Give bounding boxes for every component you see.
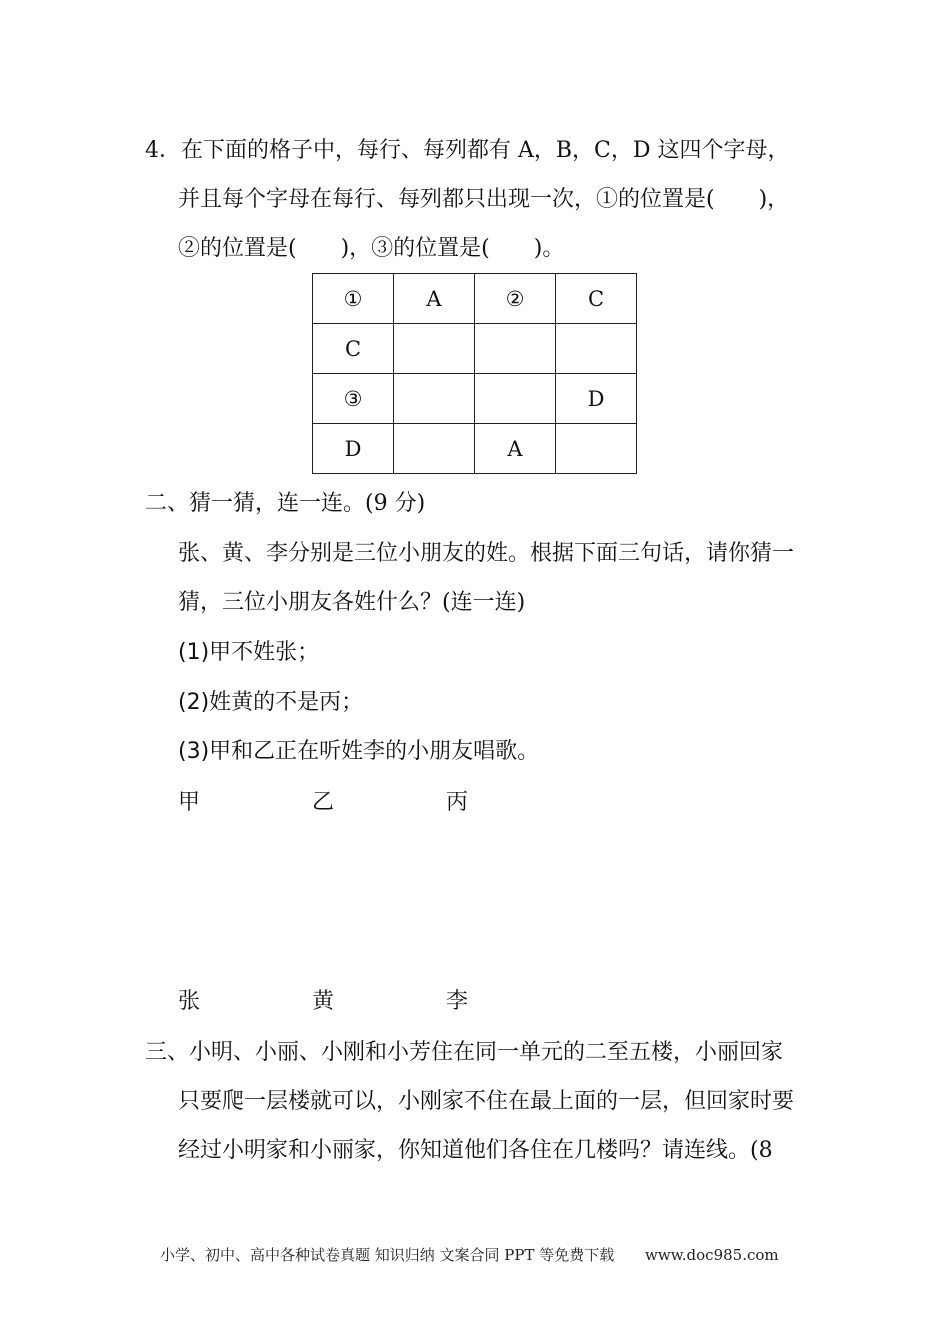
section-3-line-3: 经过小明家和小丽家，你知道他们各住在几楼吗？请连线。(8 bbox=[178, 1138, 773, 1163]
person-jia: 甲 bbox=[178, 790, 201, 815]
surname-li: 李 bbox=[446, 989, 469, 1014]
person-yi: 乙 bbox=[312, 790, 335, 815]
grid-cell: C bbox=[313, 324, 394, 374]
grid-cell: ③ bbox=[313, 374, 394, 424]
grid-row bbox=[313, 424, 637, 474]
q4-line-2: 并且每个字母在每行、每列都只出现一次，①的位置是( )， bbox=[178, 187, 790, 212]
grid-cell bbox=[556, 424, 637, 474]
grid-cell: ② bbox=[475, 274, 556, 324]
grid-cell: C bbox=[556, 274, 637, 324]
section-2-intro-2: 猜，三位小朋友各姓什么？(连一连) bbox=[178, 590, 526, 615]
page-footer bbox=[160, 1244, 779, 1266]
footer-url[interactable]: www.doc985.com bbox=[645, 1246, 779, 1264]
grid-cell: ① bbox=[313, 274, 394, 324]
grid-cell bbox=[394, 324, 475, 374]
letter-grid bbox=[312, 273, 637, 474]
grid-cell bbox=[394, 424, 475, 474]
grid-cell: D bbox=[313, 424, 394, 474]
clue-1: (1)甲不姓张； bbox=[178, 640, 320, 665]
grid-row bbox=[313, 274, 637, 324]
grid-cell: D bbox=[556, 374, 637, 424]
grid-cell bbox=[556, 324, 637, 374]
section-3-line-2: 只要爬一层楼就可以，小刚家不住在最上面的一层，但回家时要 bbox=[178, 1089, 795, 1114]
grid-cell: A bbox=[475, 424, 556, 474]
section-2-heading: 二、猜一猜，连一连。(9 分) bbox=[145, 491, 426, 516]
section-3-line-1: 三、小明、小丽、小刚和小芳住在同一单元的二至五楼，小丽回家 bbox=[145, 1040, 784, 1065]
grid-row bbox=[313, 324, 637, 374]
grid-cell bbox=[475, 374, 556, 424]
clue-2: (2)姓黄的不是丙； bbox=[178, 690, 364, 715]
section-2-intro-1: 张、黄、李分别是三位小朋友的姓。根据下面三句话，请你猜一 bbox=[178, 541, 795, 566]
grid-row bbox=[313, 374, 637, 424]
grid-cell: A bbox=[394, 274, 475, 324]
q4-line-1: 4．在下面的格子中，每行、每列都有 A，B，C，D 这四个字母， bbox=[145, 138, 790, 163]
surname-zhang: 张 bbox=[178, 989, 201, 1014]
clue-3: (3)甲和乙正在听姓李的小朋友唱歌。 bbox=[178, 739, 540, 764]
q4-line-3: ②的位置是( )，③的位置是( )。 bbox=[178, 236, 565, 261]
person-bing: 丙 bbox=[446, 790, 469, 815]
grid-cell bbox=[394, 374, 475, 424]
surname-huang: 黄 bbox=[312, 989, 335, 1014]
grid-cell bbox=[475, 324, 556, 374]
footer-text: 小学、初中、高中各种试卷真题 知识归纳 文案合同 PPT 等免费下载 bbox=[160, 1246, 615, 1264]
